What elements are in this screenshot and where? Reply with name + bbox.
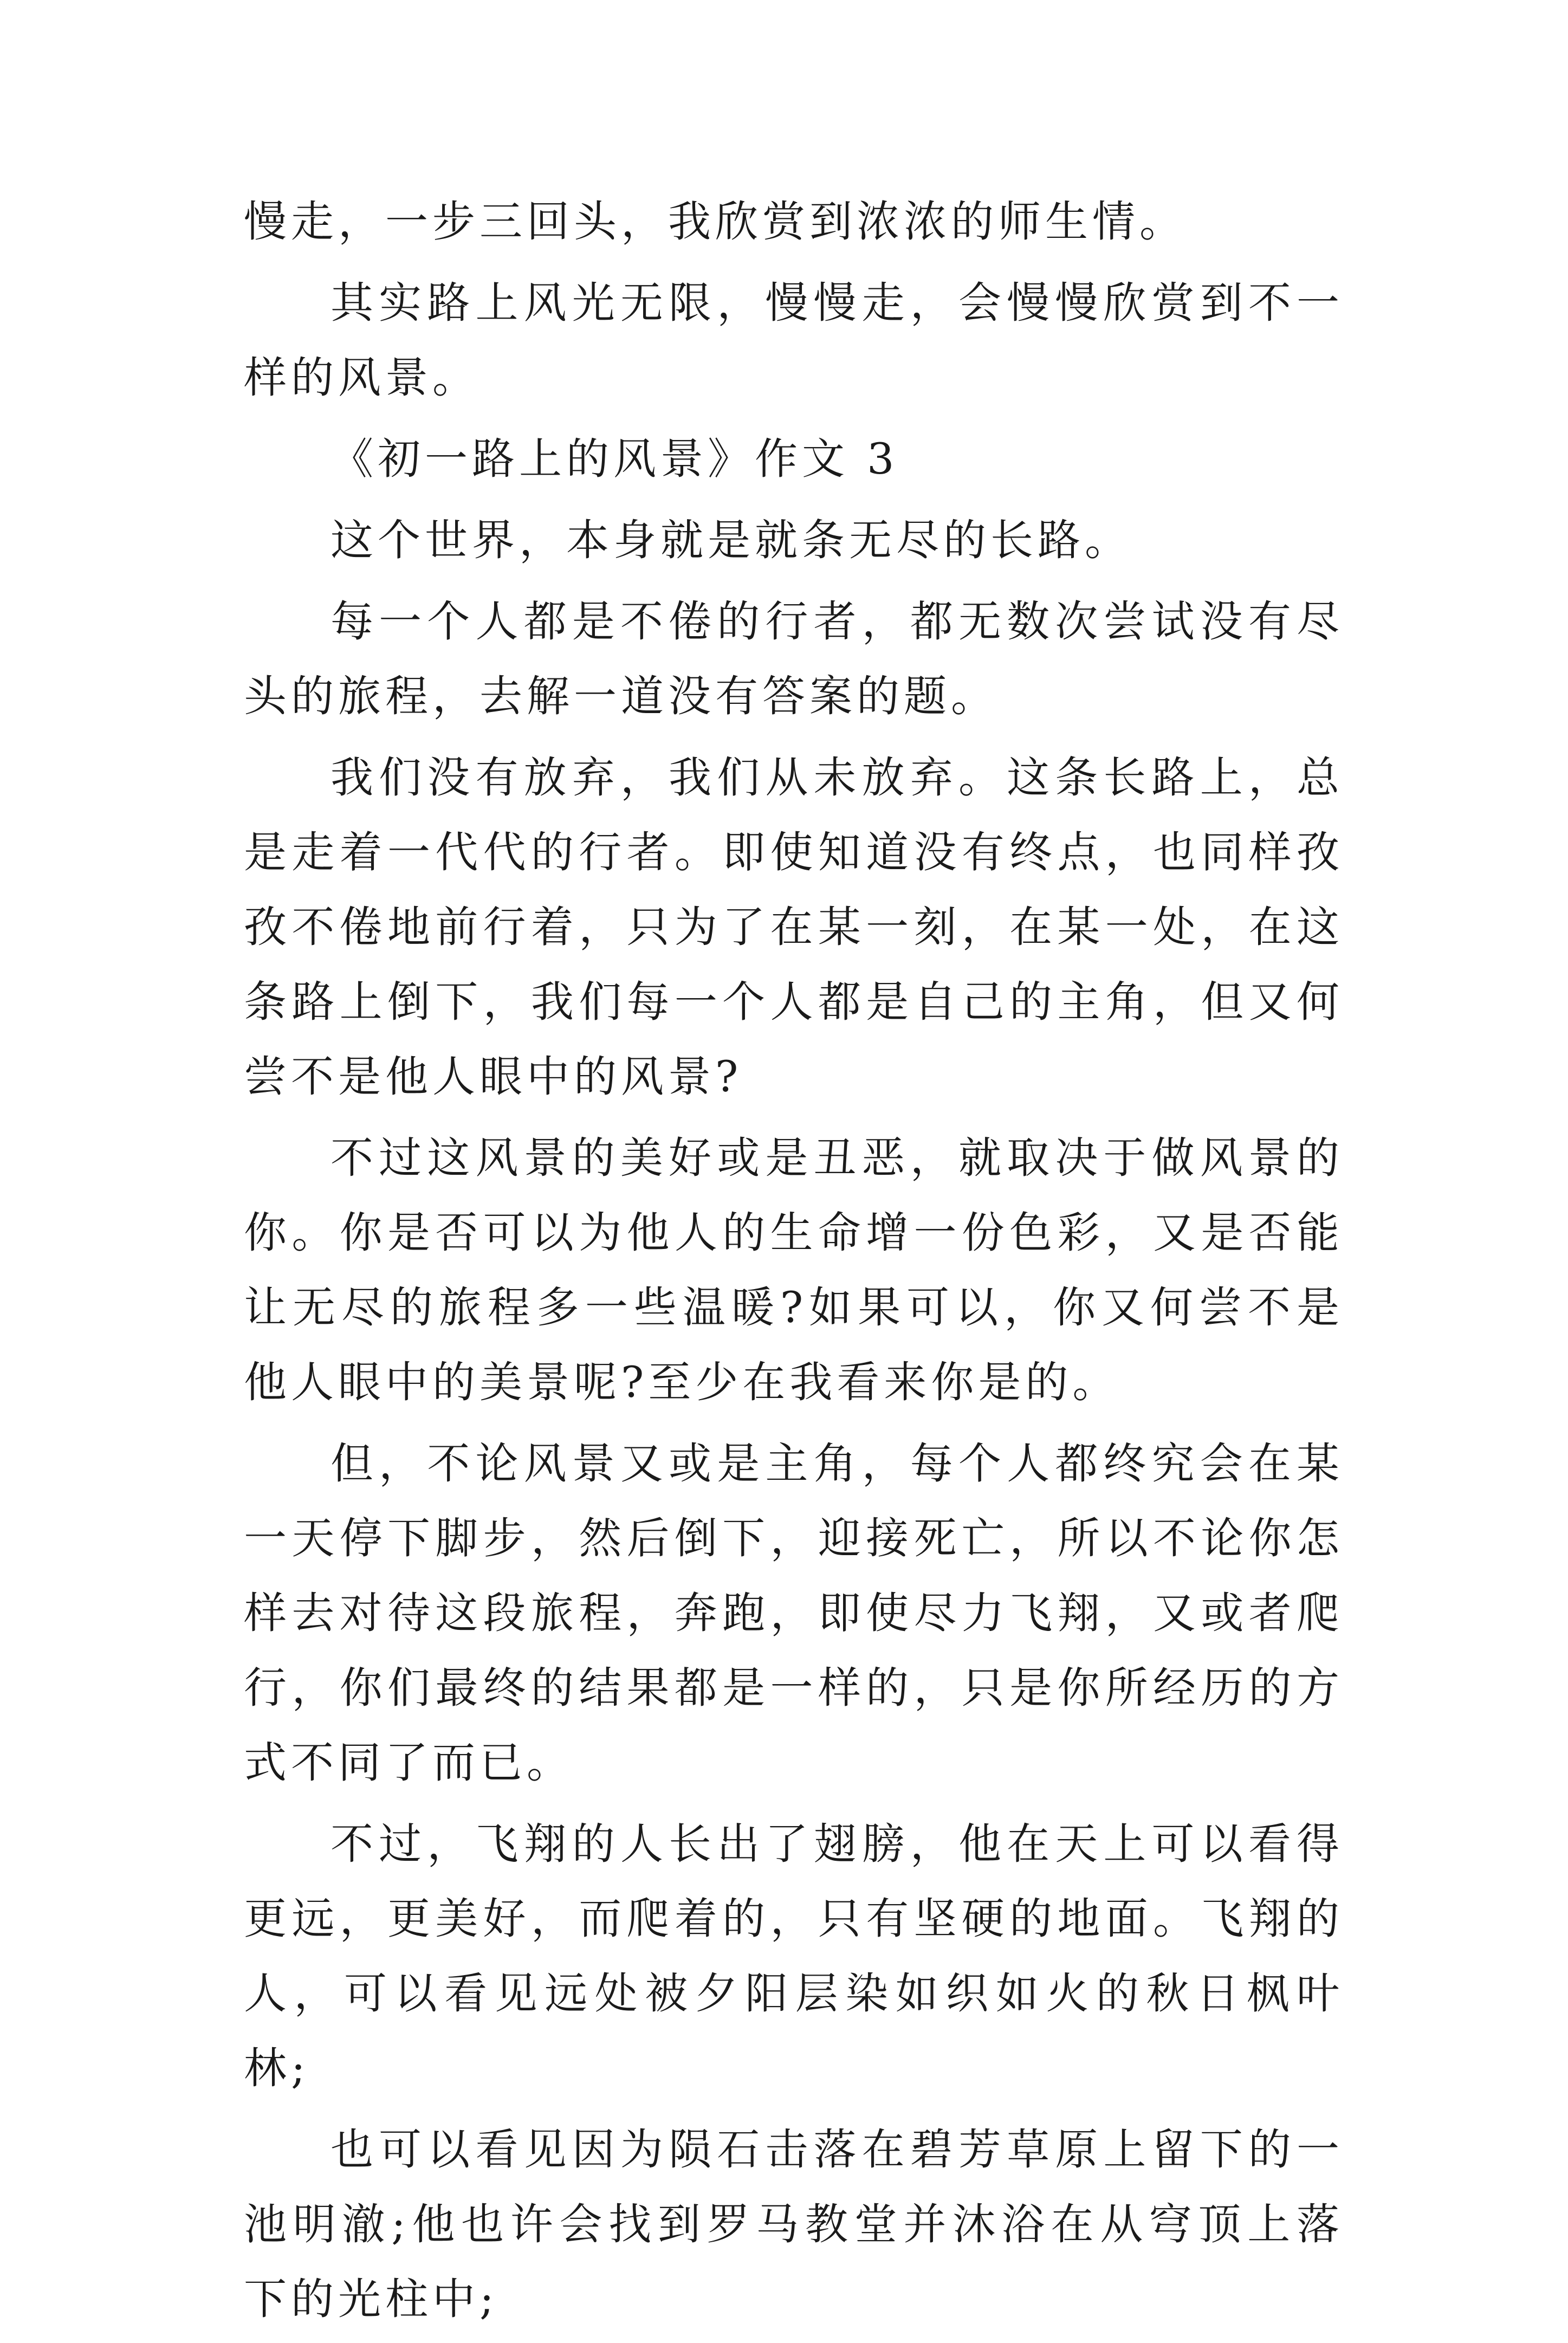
paragraph: 但，不论风景又或是主角，每个人都终究会在某一天停下脚步，然后倒下，迎接死亡，所以不论你怎样去对待这段旅程，奔跑，即使尽力飞翔，又或者爬行，你们最终的结果都是一样的，只是你所经历的方式不同了而已。 xyxy=(244,1439,1344,1788)
paragraph: 每一个人都是不倦的行者，都无数次尝试没有尽头的旅程，去解一道没有答案的题。 xyxy=(244,597,1344,721)
paragraph: 也可以看见因为陨石击落在碧芳草原上留下的一池明澈;他也许会找到罗马教堂并沐浴在从穹顶上落下的光柱中; xyxy=(244,2125,1344,2324)
paragraph: 其实路上风光无限，慢慢走，会慢慢欣赏到不一样的风景。 xyxy=(244,278,1344,403)
paragraph: 这个世界，本身就是就条无尽的长路。 xyxy=(331,515,1132,565)
document-body xyxy=(244,184,1344,2343)
paragraph: 不过这风景的美好或是丑恶，就取决于做风景的你。你是否可以为他人的生命增一份色彩，又是否能让无尽的旅程多一些温暖?如果可以，你又何尝不是他人眼中的美景呢?至少在我看来你是的。 xyxy=(244,1133,1344,1407)
paragraph: 我们没有放弃，我们从未放弃。这条长路上，总是走着一代代的行者。即使知道没有终点，也同样孜孜不倦地前行着，只为了在某一刻，在某一处，在这条路上倒下，我们每一个人都是自己的主角，但又何尝不是他人眼中的风景? xyxy=(244,753,1344,1102)
essay-title: 《初一路上的风景》作文 3 xyxy=(331,434,899,484)
paragraph-continuation: 慢走，一步三回头，我欣赏到浓浓的师生情。 xyxy=(244,197,1187,247)
paragraph: 不过，飞翔的人长出了翅膀，他在天上可以看得更远，更美好，而爬着的，只有坚硬的地面。飞翔的人，可以看见远处被夕阳层染如织如火的秋日枫叶林; xyxy=(244,1819,1344,2093)
